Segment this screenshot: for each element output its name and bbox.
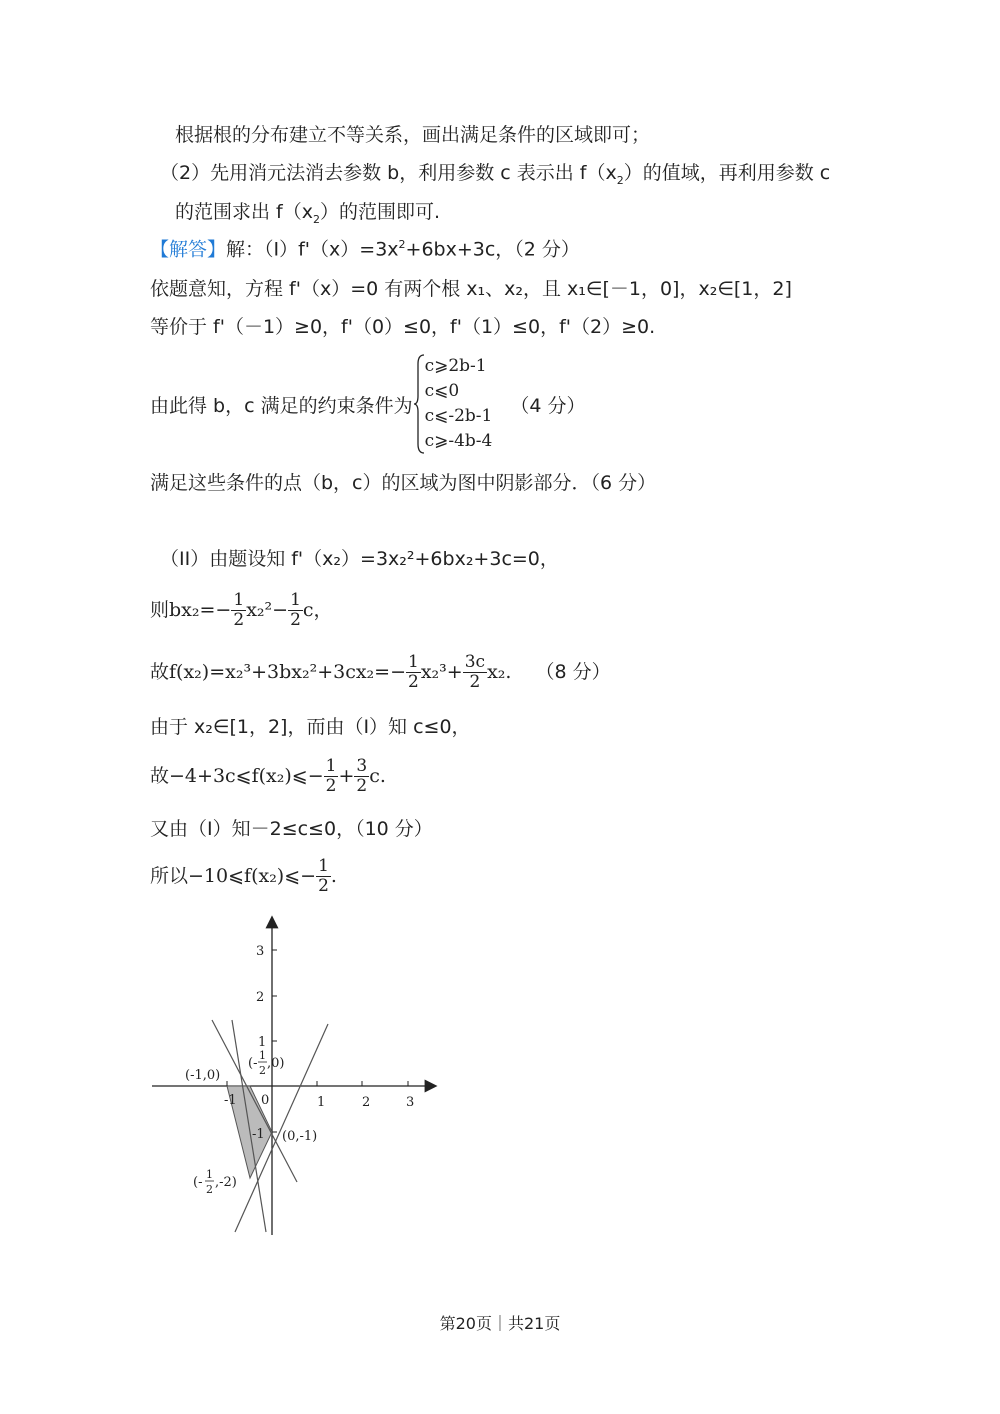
formula: f(x₂)=x₂³+3bx₂²+3cx₂=− xyxy=(169,661,407,683)
fraction: $\frac{1}{2}$ xyxy=(233,590,245,630)
text-line: 根据根的分布建立不等关系，画出满足条件的区域即可； xyxy=(175,124,651,146)
fraction: $\frac{1}{2}$ xyxy=(408,652,419,692)
point-label: (-1,0) xyxy=(185,1068,221,1083)
score: （4 分） xyxy=(510,394,586,417)
constraint-row: c⩽-2b-1 xyxy=(424,406,493,426)
text-segment: 的范围求出 f（x xyxy=(175,201,313,223)
text-segment: ）的范围即可. xyxy=(319,201,441,223)
text-line: 由于 x₂∈[1，2]，而由（I）知 c≤0， xyxy=(150,716,471,738)
text-line: 满足这些条件的点（b，c）的区域为图中阴影部分．（6 分） xyxy=(150,472,657,494)
tick-label: -1 xyxy=(224,1093,237,1108)
formula: c， xyxy=(302,599,333,621)
formula: c. xyxy=(369,765,386,787)
tick-label: -1 xyxy=(252,1127,265,1142)
formula: −4+3c⩽f(x₂)⩽− xyxy=(169,765,324,787)
tick-label: 2 xyxy=(362,1095,371,1110)
point-label: 2 xyxy=(206,1183,213,1196)
score: （8 分） xyxy=(535,661,611,683)
text-segment: 由此得 b，c 满足的约束条件为 xyxy=(150,394,413,417)
text-segment: 解：（I）f'（x）=3x xyxy=(226,238,399,261)
tick-label: 0 xyxy=(261,1093,270,1108)
formula: + xyxy=(338,765,355,787)
point-label: ,-2) xyxy=(215,1175,237,1190)
text-segment: ）的值域，再利用参数 c xyxy=(623,162,831,184)
text-line: （II）由题设知 f'（x₂）=3x₂²+6bx₂+3c=0， xyxy=(160,548,559,570)
formula: x₂³+ xyxy=(420,661,463,683)
constraint-row: c⩾2b-1 xyxy=(424,356,487,376)
tick-label: 1 xyxy=(317,1095,326,1110)
text-segment: 则 xyxy=(150,599,170,621)
fraction: $\frac{3}{2}$ xyxy=(356,756,368,796)
point-label: 2 xyxy=(259,1064,266,1077)
tick-label: 2 xyxy=(256,990,265,1005)
formula: . xyxy=(330,865,337,887)
answer-line: 【解答】解：$(I)f'(x)=3x^2+6bx+3c$，（2 分） xyxy=(150,238,580,261)
text-segment: 所以 xyxy=(150,865,189,887)
formula-line xyxy=(150,758,386,795)
left-brace-icon xyxy=(413,354,425,454)
formula-line xyxy=(150,654,611,691)
fraction: $\frac{1}{2}$ xyxy=(318,856,329,896)
feasible-region-graph xyxy=(140,910,450,1240)
tick-label: 3 xyxy=(256,944,265,959)
answer-tag: 【解答】 xyxy=(150,238,227,261)
point-label: (- xyxy=(193,1175,203,1190)
formula: x₂²− xyxy=(246,599,289,621)
fraction: $\frac{1}{2}$ xyxy=(325,756,337,796)
point-label: (- xyxy=(248,1056,258,1071)
constraint-system xyxy=(150,352,586,456)
text-line: （2）先用消元法消去参数 b，利用参数 c 表示出 $f(x_2)$的值域，再利用参数 c xyxy=(160,162,831,187)
formula: x₂. xyxy=(487,661,512,683)
fraction: $\frac{1}{2}$ xyxy=(290,590,301,630)
point-label: ,0) xyxy=(267,1056,285,1071)
text-line: 的范围求出 $f(x_2)$的范围即可. xyxy=(175,201,441,226)
page-footer: 第20页｜共21页 xyxy=(439,1314,561,1333)
formula-line xyxy=(150,592,333,629)
tick-label: 1 xyxy=(258,1035,267,1050)
formula: −10⩽f(x₂)⩽− xyxy=(188,865,317,887)
formula: bx₂=− xyxy=(169,599,232,621)
point-label: (0,-1) xyxy=(282,1129,318,1144)
text-line: 又由（I）知－2≤c≤0，（10 分） xyxy=(150,818,433,840)
constraint-row: c⩾-4b-4 xyxy=(424,431,493,451)
text-line: 等价于 f'（－1）≥0，f'（0）≤0，f'（1）≤0，f'（2）≥0. xyxy=(150,316,656,338)
text-line: 依题意知，方程 f'（x）=0 有两个根 x₁、x₂，且 x₁∈[－1，0]，x₂∈[1，2] xyxy=(150,278,792,300)
text-segment: 故 xyxy=(150,765,170,787)
point-label: 1 xyxy=(206,1168,213,1181)
text-segment: 故 xyxy=(150,661,170,683)
tick-label: 3 xyxy=(406,1095,415,1110)
constraint-row: c⩽0 xyxy=(424,381,460,401)
fraction: $\frac{3c}{2}$ xyxy=(464,652,486,692)
text-segment: （2）先用消元法消去参数 b，利用参数 c 表示出 f（x xyxy=(160,162,617,184)
text-segment: +6bx+3c，（2 分） xyxy=(405,238,580,261)
system-rows xyxy=(425,354,493,454)
point-label: 1 xyxy=(259,1049,266,1062)
formula-line xyxy=(150,858,337,895)
